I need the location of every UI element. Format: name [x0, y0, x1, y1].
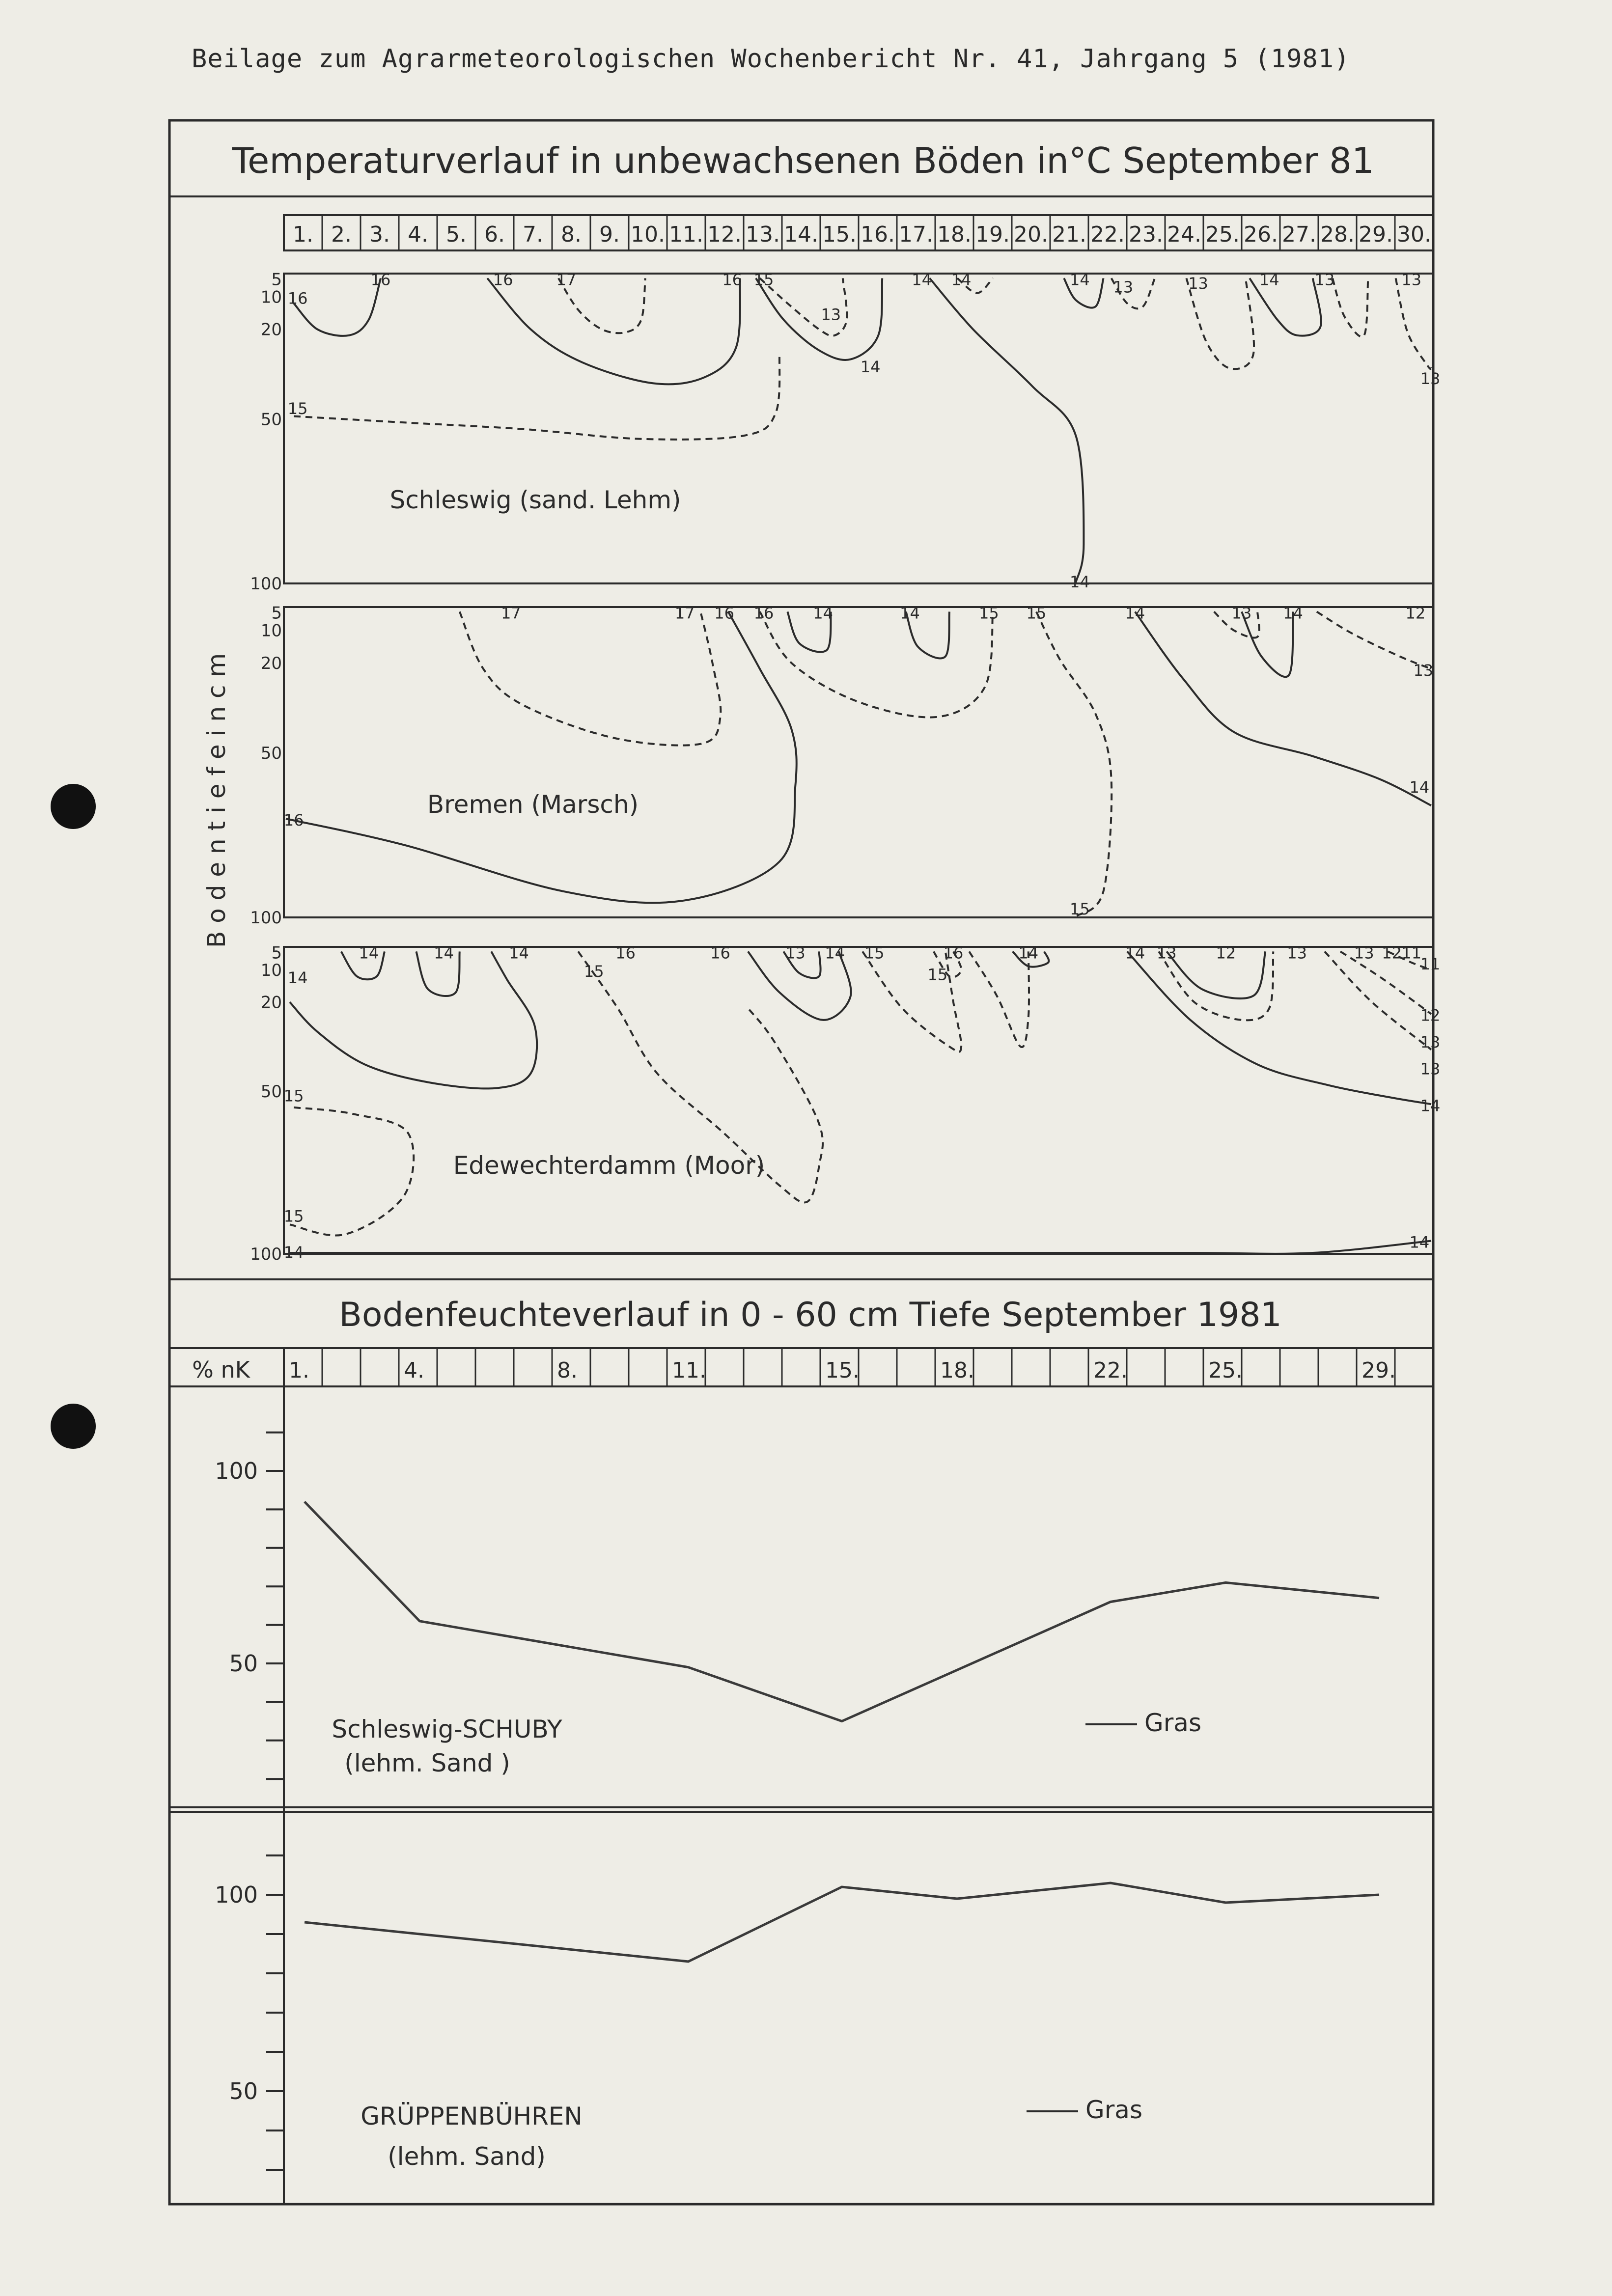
day-label: 2.: [331, 222, 352, 247]
depth-tick-label: 20: [260, 320, 282, 340]
isoline-label: 14: [434, 943, 454, 963]
isoline-label: 14: [1259, 270, 1279, 289]
isoline-label: 14: [1409, 1233, 1430, 1252]
day-label: 27.: [1282, 222, 1316, 247]
day-label: 3.: [369, 222, 390, 247]
y-tick-label: 100: [215, 1881, 258, 1908]
isoline-label: 13: [1413, 661, 1434, 680]
isoline-label: 13: [1156, 943, 1177, 963]
day-label: 19.: [975, 222, 1010, 247]
isoline-label: 17: [556, 270, 577, 289]
isoline-label: 15: [979, 604, 999, 623]
isoline-label: 14: [1420, 1096, 1441, 1115]
day-label: 26.: [1244, 222, 1278, 247]
isoline-label: 14: [1125, 604, 1145, 623]
isoline-label: 11: [1420, 954, 1441, 973]
isoline-label: 14: [860, 357, 881, 376]
day-label: 23.: [1129, 222, 1163, 247]
moisture-day-label: 25.: [1208, 1358, 1243, 1383]
moisture-day-label: 18.: [940, 1358, 974, 1383]
isoline-label: 13: [1420, 1059, 1441, 1079]
isoline-label: 14: [1409, 778, 1430, 797]
legend-label: Gras: [1144, 1709, 1201, 1737]
isoline-solid: [287, 951, 537, 1088]
isoline-label: 16: [710, 943, 730, 963]
moisture-series-line: [305, 1502, 1379, 1721]
outer-border: [169, 120, 1433, 2204]
isoline-label: 13: [1188, 274, 1208, 293]
isoline-label: 14: [912, 270, 932, 289]
isoline-solid: [756, 278, 882, 360]
station-name: GRÜPPENBÜHREN: [361, 2102, 583, 2130]
isoline-label: 15: [753, 270, 774, 289]
day-label: 29.: [1359, 222, 1393, 247]
isoline-label: 15: [584, 962, 604, 981]
isoline-label: 15: [1026, 604, 1047, 623]
legend-label: Gras: [1085, 2096, 1142, 2124]
isoline-dashed: [1396, 278, 1431, 369]
isoline-label: 12: [1216, 943, 1236, 963]
soil-temperature-panel: [250, 943, 1440, 1264]
station-name: Bremen (Marsch): [427, 790, 639, 819]
isoline-label: 14: [1125, 943, 1145, 963]
moisture-chart: [215, 1433, 1379, 1779]
depth-tick-label: 20: [260, 993, 282, 1013]
moisture-day-label: 4.: [404, 1358, 424, 1383]
chart-frame: [169, 120, 1433, 2204]
depth-tick-label: 50: [260, 410, 282, 430]
depth-tick-label: 10: [260, 287, 282, 307]
day-label: 1.: [293, 222, 313, 247]
depth-tick-label: 100: [250, 1245, 282, 1264]
page-header: Beilage zum Agrarmeteorologischen Wochenbericht Nr. 41, Jahrgang 5 (1981): [192, 44, 1350, 74]
panel-border: [284, 274, 1433, 583]
moisture-title: Bodenfeuchteverlauf in 0 - 60 cm Tiefe September 1981: [339, 1296, 1282, 1334]
isoline-label: 14: [951, 270, 972, 289]
moisture-day-label: 8.: [557, 1358, 578, 1383]
depth-tick-label: 20: [260, 653, 282, 673]
isoline-dashed: [460, 612, 721, 746]
isoline-dashed: [1036, 612, 1112, 917]
moisture-day-label: 11.: [672, 1358, 706, 1383]
isoline-solid: [1135, 612, 1431, 806]
isoline-label: 13: [1420, 369, 1441, 388]
isoline-dashed: [290, 1107, 414, 1236]
isoline-label: 13: [1401, 270, 1422, 289]
isoline-label: 13: [1231, 604, 1252, 623]
y-tick-label: 50: [229, 2078, 258, 2104]
isoline-dashed: [760, 612, 993, 718]
day-label: 13.: [746, 222, 780, 247]
isoline-label: 14: [359, 943, 379, 963]
isoline-label: 16: [283, 811, 304, 830]
isoline-label: 14: [813, 604, 833, 623]
isoline-label: 17: [500, 604, 521, 623]
isoline-label: 15: [283, 1086, 304, 1106]
station-name: Schleswig-SCHUBY: [332, 1715, 562, 1743]
day-label: 11.: [669, 222, 703, 247]
depth-tick-label: 100: [250, 574, 282, 594]
isoline-label: 16: [753, 604, 774, 623]
day-label: 25.: [1205, 222, 1240, 247]
moisture-charts: [215, 1433, 1379, 2171]
day-label: 8.: [561, 222, 582, 247]
isoline-label: 14: [825, 943, 845, 963]
isoline-label: 14: [900, 604, 920, 623]
day-label: 18.: [937, 222, 972, 247]
isoline-label: 13: [785, 943, 806, 963]
day-label: 21.: [1052, 222, 1086, 247]
day-label: 9.: [599, 222, 620, 247]
day-label: 17.: [899, 222, 933, 247]
day-label: 24.: [1167, 222, 1201, 247]
isoline-label: 14: [1283, 604, 1303, 623]
isoline-label: 13: [1354, 943, 1374, 963]
isoline-label: 15: [287, 399, 308, 418]
isoline-label: 13: [1113, 277, 1134, 297]
panel-border: [284, 607, 1433, 917]
isoline-label: 16: [722, 270, 743, 289]
isoline-label: 12: [1420, 1006, 1441, 1025]
depth-tick-label: 50: [260, 744, 282, 764]
station-name: Edewechterdamm (Moor): [453, 1151, 765, 1180]
isoline-dashed: [1333, 278, 1368, 337]
isoline-label: 13: [1420, 1033, 1441, 1052]
depth-tick-label: 5: [271, 943, 282, 963]
isoline-label: 13: [1314, 270, 1335, 289]
day-label: 15.: [822, 222, 857, 247]
y-tick-label: 50: [229, 1650, 258, 1677]
isoline-label: 17: [674, 604, 695, 623]
station-soil-type: (lehm. Sand): [388, 2142, 546, 2171]
isoline-label: 15: [1069, 899, 1090, 918]
isoline-label: 15: [283, 1207, 304, 1226]
isoline-dashed: [969, 951, 1029, 1047]
isoline-solid: [930, 278, 1084, 583]
isoline-label: 15: [864, 943, 885, 963]
temperature-title: Temperaturverlauf in unbewachsenen Böden in°C September 81: [232, 140, 1374, 181]
isoline-label: 16: [714, 604, 734, 623]
isoline-label: 11: [1401, 943, 1422, 963]
day-label: 30.: [1397, 222, 1431, 247]
depth-tick-label: 100: [250, 908, 282, 928]
day-label: 4.: [408, 222, 428, 247]
station-soil-type: (lehm. Sand ): [344, 1749, 510, 1777]
isoline-solid: [487, 278, 740, 385]
moisture-day-label: 22.: [1093, 1358, 1128, 1383]
isoline-solid: [290, 1241, 1431, 1254]
day-label: 6.: [484, 222, 505, 247]
isoline-label: 12: [1382, 943, 1402, 963]
isoline-dashed: [1325, 951, 1431, 1050]
isoline-solid: [283, 612, 797, 903]
depth-axis-label: B o d e n t i e f e i n c m: [202, 653, 231, 948]
isoline-dashed: [294, 353, 779, 439]
isoline-label: 14: [1069, 270, 1090, 289]
y-tick-label: 100: [215, 1458, 258, 1484]
moisture-series-line: [305, 1883, 1379, 1962]
moisture-day-label: 29.: [1362, 1358, 1396, 1383]
day-label: 20.: [1014, 222, 1048, 247]
temperature-panels: [250, 270, 1440, 1264]
soil-temperature-panel: [250, 603, 1433, 928]
isoline-label: 16: [493, 270, 513, 289]
day-label: 22.: [1090, 222, 1125, 247]
moisture-day-label: 15.: [825, 1358, 860, 1383]
day-label: 10.: [631, 222, 665, 247]
isoline-label: 16: [287, 289, 308, 308]
moisture-day-label: 1.: [289, 1358, 309, 1383]
depth-tick-label: 10: [260, 960, 282, 980]
day-label: 12.: [707, 222, 742, 247]
day-label: 7.: [523, 222, 543, 247]
day-header-row: [284, 215, 1433, 250]
day-label: 28.: [1320, 222, 1355, 247]
day-label: 16.: [861, 222, 895, 247]
unit-label: % nK: [192, 1356, 250, 1383]
isoline-label: 14: [287, 968, 308, 987]
isoline-label: 14: [1069, 573, 1090, 591]
isoline-label: 16: [943, 943, 964, 963]
isoline-label: 14: [283, 1243, 304, 1262]
isoline-label: 14: [509, 943, 529, 963]
moisture-chart: [215, 1855, 1379, 2171]
isoline-label: 16: [370, 270, 391, 289]
depth-tick-label: 5: [271, 603, 282, 623]
isoline-label: 13: [1287, 943, 1307, 963]
depth-tick-label: 5: [271, 270, 282, 290]
station-name: Schleswig (sand. Lehm): [389, 486, 681, 514]
isoline-label: 15: [927, 965, 948, 984]
isoline-label: 13: [821, 305, 841, 324]
moisture-day-row: [169, 1348, 1433, 1386]
isoline-label: 16: [615, 943, 636, 963]
day-label: 14.: [784, 222, 818, 247]
soil-temperature-panel: [250, 270, 1440, 594]
isoline-label: 14: [1018, 943, 1039, 963]
day-label: 5.: [446, 222, 467, 247]
isoline-label: 12: [1405, 604, 1426, 623]
depth-tick-label: 50: [260, 1081, 282, 1102]
depth-tick-label: 10: [260, 621, 282, 641]
